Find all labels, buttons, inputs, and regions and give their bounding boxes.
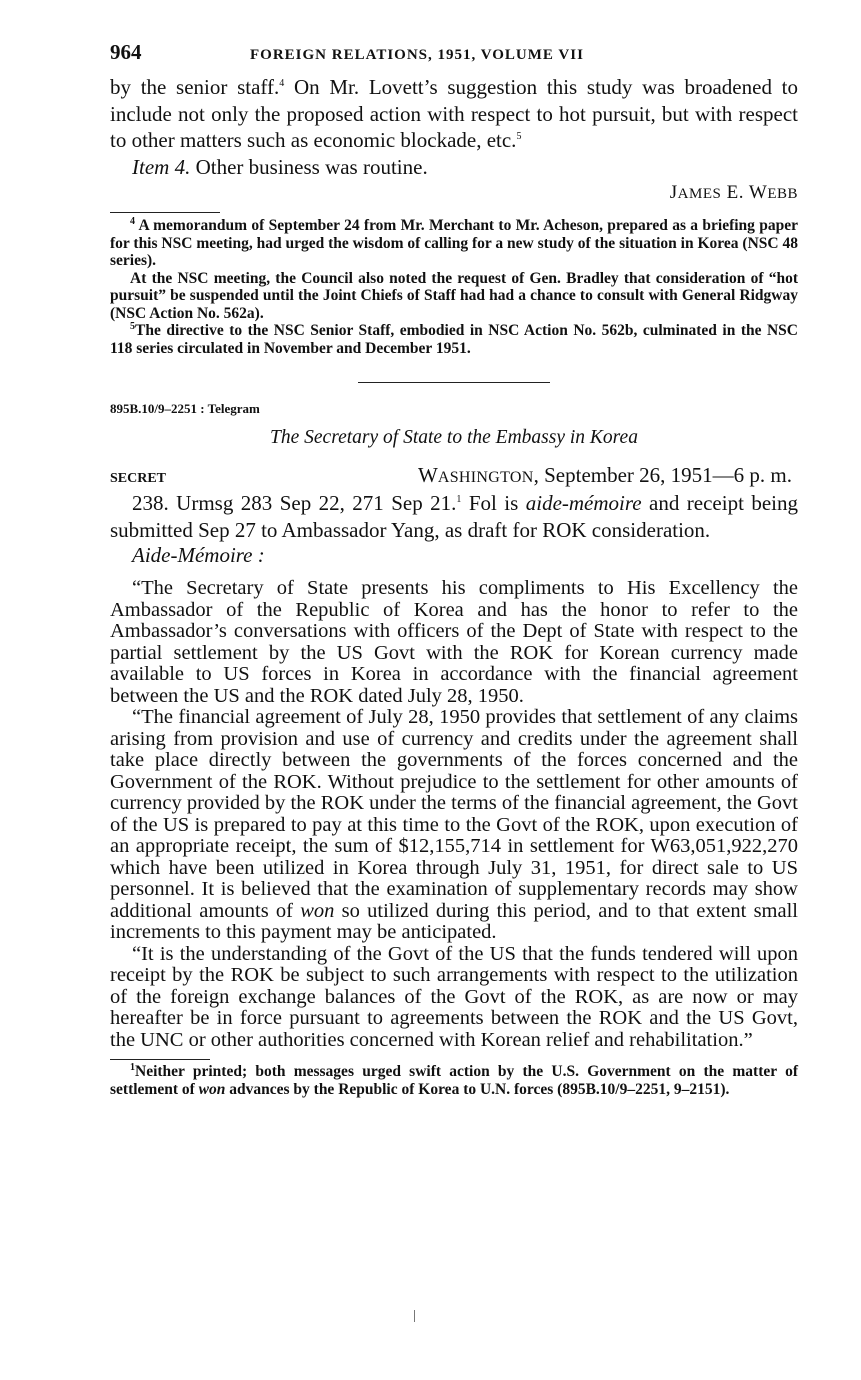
- section-divider: [358, 382, 550, 383]
- running-head: FOREIGN RELATIONS, 1951, VOLUME VII: [250, 47, 584, 63]
- aide-memoire-paragraph-1: “The Secretary of State presents his compliments to His Excellency the Ambassador of the Republic of Korea and has the honor to refer to the Ambassador’s conversations with officers of the Dept of State with respect to the partial settlement by the US Govt with the ROK for Korean currency made available to US forces in Korea in accordance with the financial agreement between the US and the ROK dated July 28, 1950.: [110, 577, 798, 707]
- continued-text-b: On Mr. Lovett’s suggestion this study was broadened to include not only the proposed action with respect to hot pursuit, but with respect to other matters such as economic blockade, etc.: [110, 75, 798, 152]
- page-header: [110, 40, 798, 74]
- footnote-ref-5[interactable]: 5: [516, 131, 522, 142]
- opening-text-c: and receipt being submitted Sep 27 to Ambassador Yang, as draft for ROK consideration.: [110, 491, 798, 542]
- signature: [110, 182, 798, 204]
- classification-label: SECRET: [110, 471, 167, 486]
- signer-first-name: AMES: [677, 186, 722, 202]
- footnote-4: [110, 217, 798, 270]
- item-label: Item 4.: [132, 154, 191, 179]
- footnote-ref-4[interactable]: 4: [279, 78, 285, 89]
- footnote-text-b: advances by the Republic of Korea to U.N. forces (895B.10/9–2251, 9–2151).: [225, 1080, 730, 1098]
- footnote-text: At the NSC meeting, the Council also noted the request of Gen. Bradley that consideration of “hot pursuit” be suspended until the Joint Chiefs of Staff had had a chance to consult with General Ridgway (NSC Action No. 562a).: [110, 269, 798, 322]
- document-title: The Secretary of State to the Embassy in Korea: [270, 427, 638, 448]
- signer-initial: J: [669, 182, 678, 203]
- signer-middle: E.: [721, 182, 749, 203]
- telegram-opening: [110, 490, 798, 543]
- footnote-rule: [110, 212, 220, 213]
- aide-memoire-paragraph-3: “It is the understanding of the Govt of the US that the funds tendered will upon receipt by the ROK be subject to such arrangements with respect to the utilization of the foreign exchange balances of the Govt of the ROK, as are now or may hereafter be in force pursuant to agreements between the ROK and the US Govt, the UNC or other authorities concerned with Korean relief and rehabilitation.”: [110, 942, 798, 1051]
- place-name: ASHINGTON: [437, 469, 534, 486]
- continued-paragraph: [110, 74, 798, 154]
- opening-text-a: 238. Urmsg 283 Sep 22, 271 Sep 21.: [132, 491, 457, 515]
- footnote-5: [110, 322, 798, 357]
- dateline-text: [418, 463, 798, 488]
- date-time: , September 26, 1951—6 p. m.: [533, 463, 792, 487]
- footnote-1: [110, 1063, 798, 1098]
- opening-italic: aide-mémoire: [525, 491, 642, 515]
- footnote-text: The directive to the NSC Senior Staff, embodied in NSC Action No. 562b, culminated in the NSC 118 series circulated in November and December 1951.: [110, 322, 798, 357]
- quote-text-a: “The financial agreement of July 28, 1950 provides that settlement of any claims arising from provision and use of currency and credits under the agreement shall take place directly between the governments of the forces concerned and the Government of the ROK. Without prejudice to the settlement for other amounts of currency provided by the ROK under the terms of the financial agreement, the Govt of the US is prepared to pay at this time to the Govt of the ROK, upon execution of an appropriate receipt, the sum of $12,155,714 in settlement for W63,051,922,270 which have been utilized in Korea through July 31, 1951, for direct sale to US personnel. It is believed that the examination of supplementary records may show additional amounts of: [110, 706, 798, 922]
- footnote-rule-bottom: [110, 1059, 210, 1060]
- signer-last-name: EBB: [767, 186, 798, 202]
- place-initial: W: [418, 463, 438, 487]
- page-number: 964: [110, 40, 142, 64]
- aide-memoire-paragraph-2: [110, 707, 798, 944]
- signer-last-initial: W: [748, 182, 768, 203]
- file-reference: 895B.10/9–2251 : Telegram: [110, 401, 260, 416]
- opening-text-b: Fol is: [461, 491, 526, 515]
- aide-memoire-heading: Aide-Mémoire :: [132, 543, 265, 567]
- quote-italic: won: [300, 899, 335, 922]
- footnote-marker: 5: [130, 320, 135, 332]
- footnote-marker: 4: [130, 215, 135, 227]
- dateline: [110, 463, 798, 488]
- footnote-text-a: Neither printed; both messages urged swift action by the U.S. Government on the matter of settlement of: [110, 1063, 798, 1098]
- scan-mark: [414, 1310, 415, 1322]
- footnote-marker: 1: [130, 1061, 135, 1073]
- item-text: Other business was routine.: [190, 154, 428, 179]
- footnote-4-continued: [110, 270, 798, 323]
- quote-text-b: so utilized during this period, and to that extent small increments to this payment may be anticipated.: [110, 899, 798, 943]
- footnote-ref-1[interactable]: 1: [456, 494, 462, 505]
- page: [110, 40, 798, 1098]
- continued-text-a: by the senior staff.: [110, 75, 280, 99]
- item-4-paragraph: [110, 154, 798, 181]
- footnote-italic: won: [198, 1080, 226, 1098]
- footnote-text: A memorandum of September 24 from Mr. Merchant to Mr. Acheson, prepared as a briefing paper for this NSC meeting, had urged the wisdom of calling for a new study of the situation in Korea (NSC 48 series).: [110, 217, 798, 269]
